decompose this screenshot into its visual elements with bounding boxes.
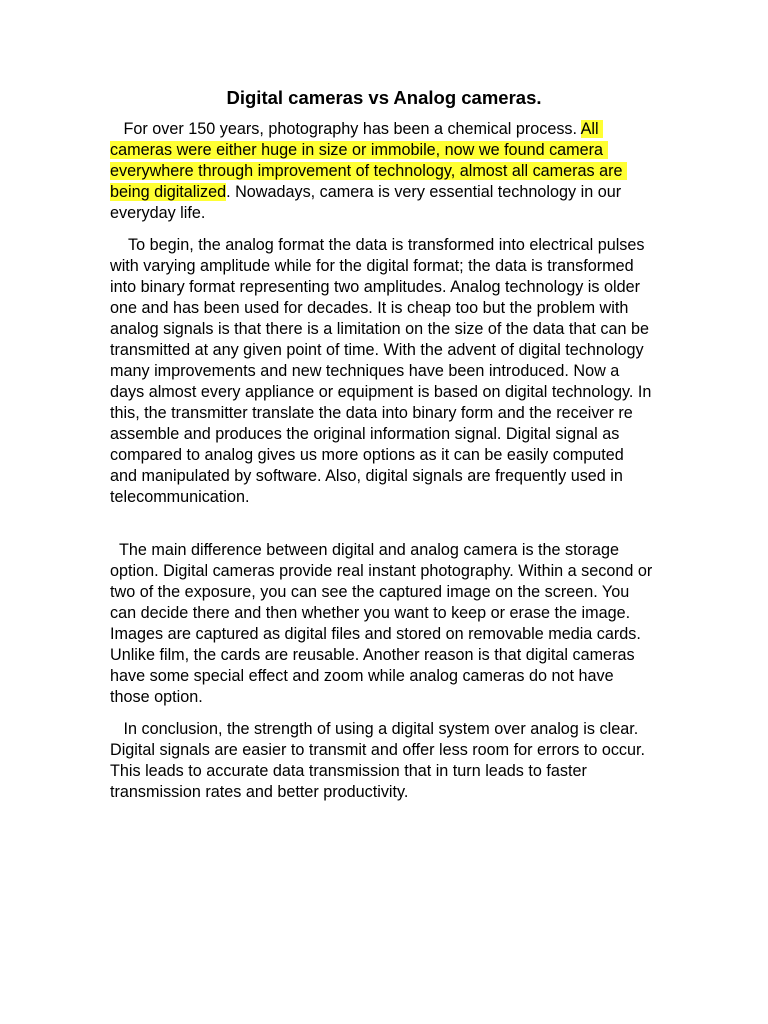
- paragraph-intro-tail: . Nowadays, camera is very essential technology in our everyday life.: [110, 183, 626, 222]
- paragraph-conclusion: In conclusion, the strength of using a digital system over analog is clear. Digital signals are easier to transmit and offer less room for errors to occur. This leads to accurate data transmission that in turn leads to faster transmission rates and better productivity.: [110, 720, 650, 801]
- paragraph-intro: [110, 119, 655, 224]
- paragraph-intro-lead: For over 150 years, photography has been a chemical process.: [110, 120, 581, 138]
- document-title: Digital cameras vs Analog cameras.: [226, 87, 542, 108]
- paragraph-main-difference: The main difference between digital and analog camera is the storage option. Digital cameras provide real instant photography. Within a second or two of the exposure, you can see the captured image on the screen. You can decide there and then whether you want to keep or erase the image. Images are captured as digital files and stored on removable media cards. Unlike film, the cards are reusable. Another reason is that digital cameras have some special effect and zoom while analog cameras do not have those option.: [110, 541, 657, 706]
- paragraph-analog-vs-digital: To begin, the analog format the data is transformed into electrical pulses with varying amplitude while for the digital format; the data is transformed into binary format representing two amplitudes. Analog technology is older one and has been used for decades. It is cheap too but the problem with analog signals is that there is a limitation on the size of the data that can be transmitted at any given point of time. With the advent of digital technology many improvements and new techniques have been introduced. Now a days almost every appliance or equipment is based on digital technology. In this, the transmitter translate the data into binary form and the receiver re assemble and produces the original information signal. Digital signal as compared to analog gives us more options as it can be easily computed and manipulated by software. Also, digital signals are frequently used in telecommunication.: [110, 236, 656, 506]
- highlighted-text: All cameras were either huge in size or immobile, now we found camera everywhere through improvement of technology, almost all cameras are being digitalized: [110, 120, 628, 201]
